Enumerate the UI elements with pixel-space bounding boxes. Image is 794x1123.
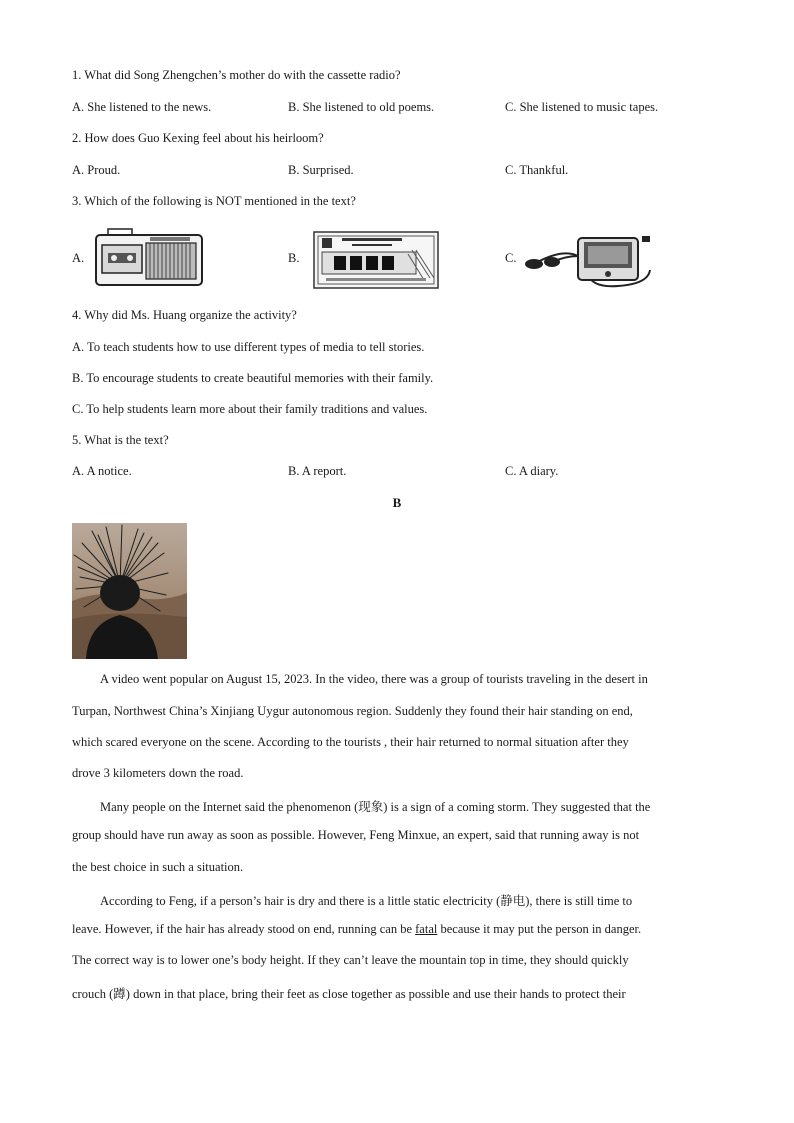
- passage-line: A video went popular on August 15, 2023. In the video, there was a group of tourists traveling in the desert in: [100, 672, 648, 686]
- passage-line: group should have run away as soon as possible. However, Feng Minxue, an expert, said that running away is not: [72, 828, 640, 842]
- cassette-radio-image: [94, 227, 206, 289]
- fatal-underlined-word: fatal: [415, 922, 438, 936]
- q4-option-c: C. To help students learn more about their family traditions and values.: [72, 402, 428, 416]
- passage-line: crouch (蹲) down in that place, bring their feet as close together as possible and use their hands to protect their: [72, 987, 626, 1001]
- q1-option-b: B. She listened to old poems.: [288, 100, 435, 114]
- q1-option-c: C. She listened to music tapes.: [505, 100, 659, 114]
- q5-option-b: B. A report.: [288, 464, 347, 478]
- passage-line: which scared everyone on the scene. According to the tourists , their hair returned to normal situation after they: [72, 735, 629, 749]
- q5-option-a: A. A notice.: [72, 464, 132, 478]
- q3-option-b: B.: [288, 251, 300, 265]
- old-ticket-image: [312, 230, 440, 290]
- mp3-player-image: [522, 234, 654, 292]
- q5-option-c: C. A diary.: [505, 464, 559, 478]
- q3-option-c: C.: [505, 251, 517, 265]
- passage-line-fatal: [72, 922, 724, 937]
- q1-option-a: A. She listened to the news.: [72, 100, 212, 114]
- passage-line: Turpan, Northwest China’s Xinjiang Uygur autonomous region. Suddenly they found their hair standing on end,: [72, 704, 633, 718]
- question-1: 1. What did Song Zhengchen’s mother do with the cassette radio?: [72, 68, 401, 82]
- question-5: 5. What is the text?: [72, 433, 169, 447]
- passage-line: drove 3 kilometers down the road.: [72, 766, 244, 780]
- q2-option-a: A. Proud.: [72, 163, 121, 177]
- passage-line: the best choice in such a situation.: [72, 860, 244, 874]
- passage-text: leave. However, if the hair has already stood on end, running can be: [72, 922, 416, 936]
- passage-text: because it may put the person in danger.: [437, 922, 642, 936]
- q3-option-a: A.: [72, 251, 85, 265]
- section-b-heading: B: [392, 495, 402, 510]
- passage-line: Many people on the Internet said the phenomenon (现象) is a sign of a coming storm. They suggested that the: [100, 800, 651, 814]
- hair-standing-photo: [72, 523, 187, 659]
- passage-line: The correct way is to lower one’s body height. If they can’t leave the mountain top in time, they should quickly: [72, 953, 629, 967]
- q4-option-a: A. To teach students how to use different types of media to tell stories.: [72, 340, 425, 354]
- q2-option-c: C. Thankful.: [505, 163, 569, 177]
- question-2: 2. How does Guo Kexing feel about his heirloom?: [72, 131, 324, 145]
- q2-option-b: B. Surprised.: [288, 163, 354, 177]
- passage-line: According to Feng, if a person’s hair is dry and there is a little static electricity (静电), there is still time to: [100, 894, 633, 908]
- q4-option-b: B. To encourage students to create beautiful memories with their family.: [72, 371, 434, 385]
- question-3: 3. Which of the following is NOT mentioned in the text?: [72, 194, 356, 208]
- question-4: 4. Why did Ms. Huang organize the activity?: [72, 308, 297, 322]
